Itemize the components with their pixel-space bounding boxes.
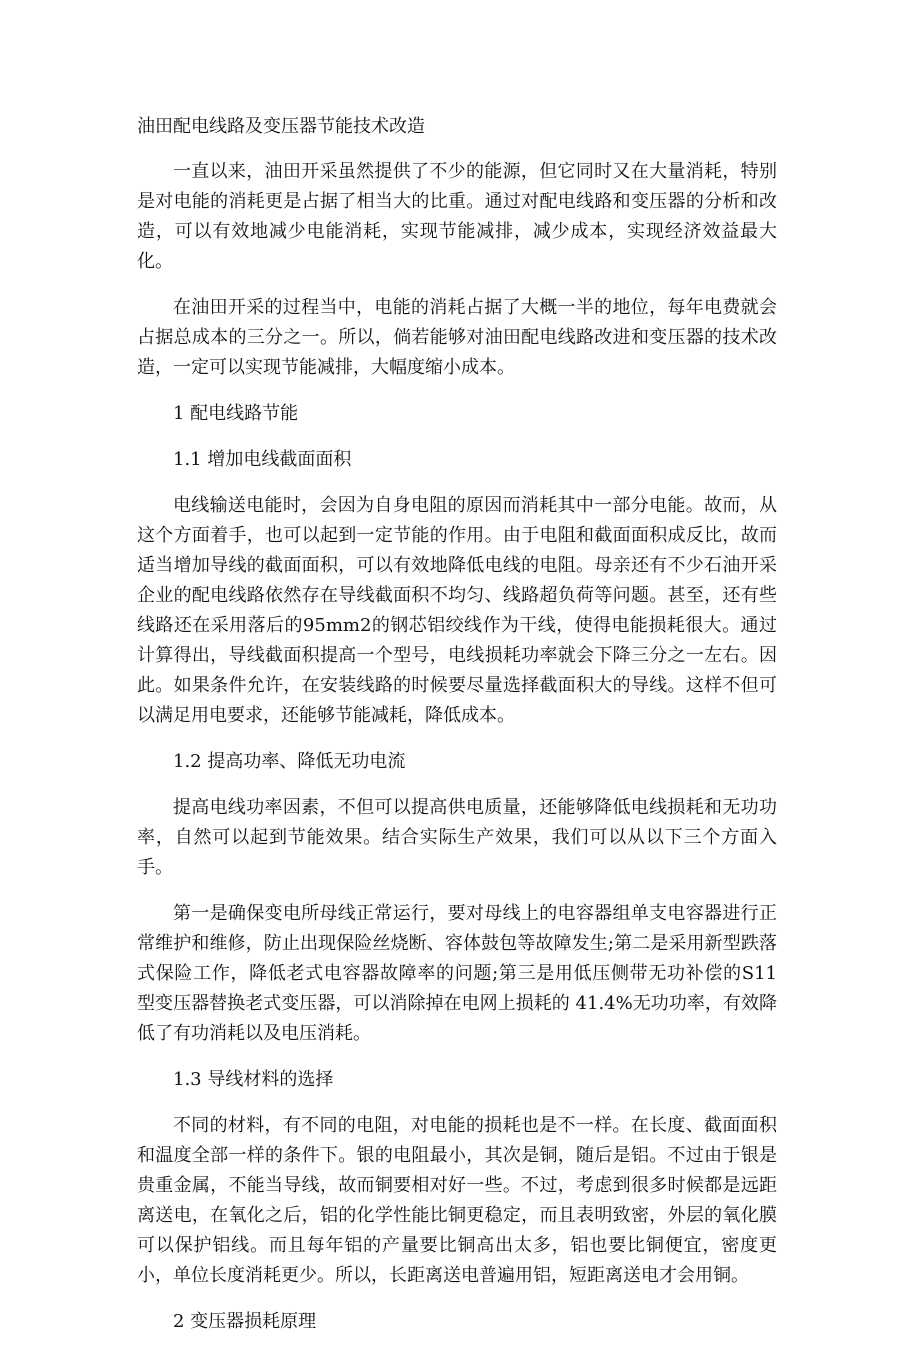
- document-page: [137, 112, 777, 1353]
- section-1-2-paragraph-2: 第一是确保变电所母线正常运行，要对母线上的电容器组单支电容器进行正常维护和维修，防止出现保险丝烧断、容体鼓包等故障发生;第二是采用新型跌落式保险工作，降低老式电容器故障率的问题;第三是用低压侧带无功补偿的S11 型变压器替换老式变压器，可以消除掉在电网上损耗的 41.4%无功功率，有效降低了有功消耗以及电压消耗。: [137, 903, 777, 1044]
- section-1-2-heading: 1.2 提高功率、降低无功电流: [173, 751, 406, 772]
- document-title: 油田配电线路及变压器节能技术改造: [137, 116, 425, 137]
- section-1-3-paragraph: 不同的材料，有不同的电阻，对电能的损耗也是不一样。在长度、截面面积和温度全部一样的条件下。银的电阻最小，其次是铜，随后是铝。不过由于银是贵重金属，不能当导线，故而铜要相对好一些。不过，考虑到很多时候都是远距离送电，在氧化之后，铝的化学性能比铜更稳定，而且表明致密，外层的氧化膜可以保护铝线。而且每年铝的产量要比铜高出太多，铝也要比铜便宜，密度更小，单位长度消耗更少。所以，长距离送电普遍用铝，短距离送电才会用铜。: [137, 1115, 777, 1286]
- section-1-1-paragraph: 电线输送电能时，会因为自身电阻的原因而消耗其中一部分电能。故而，从这个方面着手，也可以起到一定节能的作用。由于电阻和截面面积成反比，故而适当增加导线的截面面积，可以有效地降低电线的电阻。母亲还有不少石油开采企业的配电线路依然存在导线截面积不均匀、线路超负荷等问题。甚至，还有些线路还在采用落后的95mm2的钢芯铝绞线作为干线，使得电能损耗很大。通过计算得出，导线截面积提高一个型号，电线损耗功率就会下降三分之一左右。因此。如果条件允许，在安装线路的时候要尽量选择截面积大的导线。这样不但可以满足用电要求，还能够节能减耗，降低成本。: [137, 495, 777, 726]
- section-1-2-paragraph-1: 提高电线功率因素，不但可以提高供电质量，还能够降低电线损耗和无功功率，自然可以起到节能效果。结合实际生产效果，我们可以从以下三个方面入手。: [137, 797, 777, 878]
- section-1-3-heading: 1.3 导线材料的选择: [173, 1069, 334, 1090]
- section-1-1-heading: 1.1 增加电线截面面积: [173, 449, 352, 470]
- section-2-heading: 2 变压器损耗原理: [173, 1311, 317, 1332]
- intro-paragraph-2: 在油田开采的过程当中，电能的消耗占据了大概一半的地位，每年电费就会占据总成本的三分之一。所以，倘若能够对油田配电线路改进和变压器的技术改造，一定可以实现节能减排，大幅度缩小成本。: [137, 297, 777, 378]
- section-1-heading: 1 配电线路节能: [173, 403, 299, 424]
- intro-paragraph-1: 一直以来，油田开采虽然提供了不少的能源，但它同时又在大量消耗，特别是对电能的消耗更是占据了相当大的比重。通过对配电线路和变压器的分析和改造，可以有效地减少电能消耗，实现节能减排，减少成本，实现经济效益最大化。: [137, 161, 777, 272]
